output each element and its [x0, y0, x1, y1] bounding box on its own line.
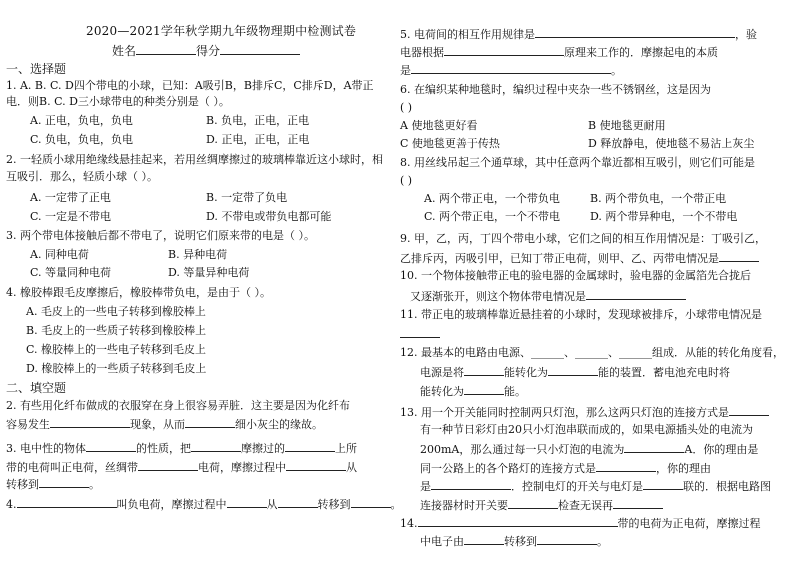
fill-q3-blank3[interactable]: [285, 440, 335, 452]
score-blank[interactable]: [220, 43, 300, 55]
q5-line1: 5. 电荷间的相互作用规律是 ，验: [400, 28, 757, 41]
q13-line2: 有一种节日彩灯由20只小灯泡串联而成的，如果电源插头处的电流为: [420, 423, 753, 436]
q12-line1: 12. 最基本的电路由电源、______、______、______组成．从能的转化角度看，: [400, 346, 784, 359]
q13-line1: 13. 用一个开关能同时控制两只灯泡，那么这两只灯泡的连接方式是: [400, 404, 769, 420]
q3-option-b[interactable]: B. 异种电荷: [168, 248, 228, 261]
q4-option-c[interactable]: C. 橡胶棒上的一些电子转移到毛皮上: [26, 343, 207, 356]
q12-blank3[interactable]: [464, 383, 504, 395]
fill-q3-line1: 3. 电中性的物体 的性质，把 摩擦过的 上所: [6, 442, 357, 455]
q11-line: 11. 带正电的玻璃棒靠近悬挂着的小球时，发现球被排斥，小球带电情况是: [400, 308, 762, 321]
q6-option-a[interactable]: A 使地毯更好看: [400, 119, 478, 132]
q1-option-d[interactable]: D. 正电，正电，正电: [206, 133, 310, 146]
fill-q4-blank2[interactable]: [227, 496, 267, 508]
q4-option-b[interactable]: B. 毛皮上的一些质子转移到橡胶棒上: [26, 324, 207, 337]
q2-option-b[interactable]: B. 一定带了负电: [206, 191, 288, 204]
q8-option-c[interactable]: C. 两个带正电，一个不带电: [424, 210, 561, 223]
q3-line: 3. 两个带电体接触后都不带电了，说明它们原来带的电是（ ）。: [6, 229, 315, 242]
q6-line2: ( ): [400, 101, 413, 114]
q11-blank[interactable]: [400, 326, 440, 338]
fill-q2-blank1[interactable]: [50, 416, 130, 428]
section-choice-heading: 一、选择题: [6, 62, 67, 76]
name-label: 姓名: [112, 44, 137, 58]
q12-line3: 能转化为 能。: [420, 385, 526, 398]
q9-line2: 乙排斥丙，丙吸引甲，已知丁带正电荷，则甲、乙、丙带电情况是: [400, 250, 759, 266]
q13-blank3[interactable]: [596, 460, 656, 472]
q6-line1: 6. 在编织某种地毯时，编织过程中夹杂一些不锈钢丝，这是因为: [400, 83, 711, 96]
q1-option-c[interactable]: C. 负电，负电，负电: [30, 133, 134, 146]
q14-line1: 14. 带的电荷为正电荷，摩擦过程: [400, 517, 761, 530]
q6-option-c[interactable]: C 使地毯更善于传热: [400, 137, 500, 150]
q6-option-b[interactable]: B 使地毯更耐用: [588, 119, 666, 132]
q4-line: 4. 橡胶棒跟毛皮摩擦后，橡胶棒带负电，是由于（ ）。: [6, 286, 271, 299]
q14-line2: 中电子由 转移到 。: [420, 535, 608, 548]
score-label: 得分: [196, 44, 221, 58]
q2-line2: 互吸引．那么，轻质小球（ ）。: [6, 170, 158, 183]
q4-option-d[interactable]: D. 橡胶棒上的一些质子转移到毛皮上: [26, 362, 207, 375]
q8-option-a[interactable]: A. 两个带正电，一个带负电: [424, 192, 560, 205]
name-score-line: [112, 43, 300, 58]
q13-blank6[interactable]: [508, 497, 558, 509]
q5-blank3[interactable]: [411, 62, 611, 74]
q11-answer-line: [400, 326, 440, 342]
q3-option-a[interactable]: A. 同种电荷: [30, 248, 89, 261]
q4-option-a[interactable]: A. 毛皮上的一些电子转移到橡胶棒上: [26, 305, 206, 318]
q5-blank1[interactable]: [535, 26, 735, 38]
q12-blank2[interactable]: [548, 364, 598, 376]
fill-q2-line2: 容易发生 现象，从而 细小灰尘的缘故。: [6, 418, 323, 431]
q9-line1: 9. 甲，乙，丙，丁四个带电小球，它们之间的相互作用情况是：丁吸引乙，: [400, 232, 766, 245]
name-blank[interactable]: [136, 43, 196, 55]
q2-option-a[interactable]: A. 一定带了正电: [30, 191, 111, 204]
q13-line5: 是 ．控制电灯的开关与电灯是 联的．根据电路图: [420, 480, 771, 493]
fill-q3-line2: 带的电荷叫正电荷，丝绸带 电荷，摩擦过程中 从: [6, 461, 357, 474]
fill-q3-blank1[interactable]: [86, 440, 136, 452]
q1-option-b[interactable]: B. 负电，正电，正电: [206, 114, 310, 127]
q14-blank1[interactable]: [418, 515, 618, 527]
exam-title: 2020—2021学年秋学期九年级物理期中检测试卷: [86, 24, 357, 38]
q14-blank2[interactable]: [464, 533, 504, 545]
q2-option-d[interactable]: D. 不带电或带负电都可能: [206, 210, 332, 223]
q13-line4: 同一公路上的各个路灯的连接方式是 ，你的理由: [420, 462, 711, 475]
q5-blank2[interactable]: [444, 44, 564, 56]
fill-q2-line1: 2. 有些用化纤布做成的衣服穿在身上很容易弄脏．这主要是因为化纤布: [6, 399, 350, 412]
q3-option-d[interactable]: D. 等量异种电荷: [168, 266, 250, 279]
q8-line2: ( ): [400, 174, 413, 187]
q2-line1: 2. 一轻质小球用绝缘线悬挂起来，若用丝绸摩擦过的玻璃棒靠近这小球时，相: [6, 153, 383, 166]
q13-line6: 连接器材时开关要 检查无误再: [420, 497, 663, 513]
q5-line3: 是 。: [400, 64, 622, 77]
q10-blank[interactable]: [586, 288, 686, 300]
q10-line2: 又逐渐张开，则这个物体带电情况是: [410, 288, 686, 304]
fill-q3-blank6[interactable]: [39, 476, 89, 488]
q13-blank5[interactable]: [643, 478, 683, 490]
q9-blank[interactable]: [719, 250, 759, 262]
fill-q4-blank4[interactable]: [351, 496, 391, 508]
q8-option-d[interactable]: D. 两个带异种电，一个不带电: [590, 210, 738, 223]
q13-blank4[interactable]: [431, 478, 511, 490]
q1-line2: 电．则B. C. D三小球带电的种类分别是（ ）。: [6, 95, 230, 108]
q13-blank1[interactable]: [729, 404, 769, 416]
q3-option-c[interactable]: C. 等量同种电荷: [30, 266, 112, 279]
q13-blank2[interactable]: [624, 441, 684, 453]
q6-option-d[interactable]: D 释放静电，使地毯不易沾上灰尘: [588, 137, 755, 150]
q1-line1: 1. A. B. C. D四个带电的小球，已知：A吸引B，B排斥C，C排斥D，A带正: [6, 79, 374, 92]
section-fill-heading: 二、填空题: [6, 381, 67, 395]
q13-blank7[interactable]: [613, 497, 663, 509]
q14-blank3[interactable]: [537, 533, 597, 545]
q8-line1: 8. 用丝线吊起三个通草球，其中任意两个靠近都相互吸引，则它们可能是: [400, 156, 755, 169]
q12-blank1[interactable]: [464, 364, 504, 376]
fill-q2-blank2[interactable]: [185, 416, 235, 428]
q10-line1: 10. 一个物体接触带正电的验电器的金属球时，验电器的金属箔先合拢后: [400, 269, 751, 282]
q1-option-a[interactable]: A. 正电，负电，负电: [30, 114, 133, 127]
fill-q3-blank2[interactable]: [191, 440, 241, 452]
q5-line2: 电器根据 原理来工作的．摩擦起电的本质: [400, 46, 718, 59]
fill-q4-blank3[interactable]: [278, 496, 318, 508]
fill-q4-line: 4. 叫负电荷，摩擦过程中 从 转移到 。: [6, 498, 402, 511]
q8-option-b[interactable]: B. 两个带负电，一个带正电: [590, 192, 727, 205]
fill-q3-blank4[interactable]: [138, 459, 198, 471]
q2-option-c[interactable]: C. 一定是不带电: [30, 210, 112, 223]
q12-line2: 电源是将 能转化为 能的装置．蓄电池充电时将: [420, 366, 730, 379]
q13-line3: 200mA，那么通过每一只小灯泡的电流为 A．你的理由是: [420, 443, 759, 456]
fill-q4-blank1[interactable]: [17, 496, 117, 508]
fill-q3-blank5[interactable]: [286, 459, 346, 471]
fill-q3-line3: 转移到 。: [6, 478, 100, 491]
